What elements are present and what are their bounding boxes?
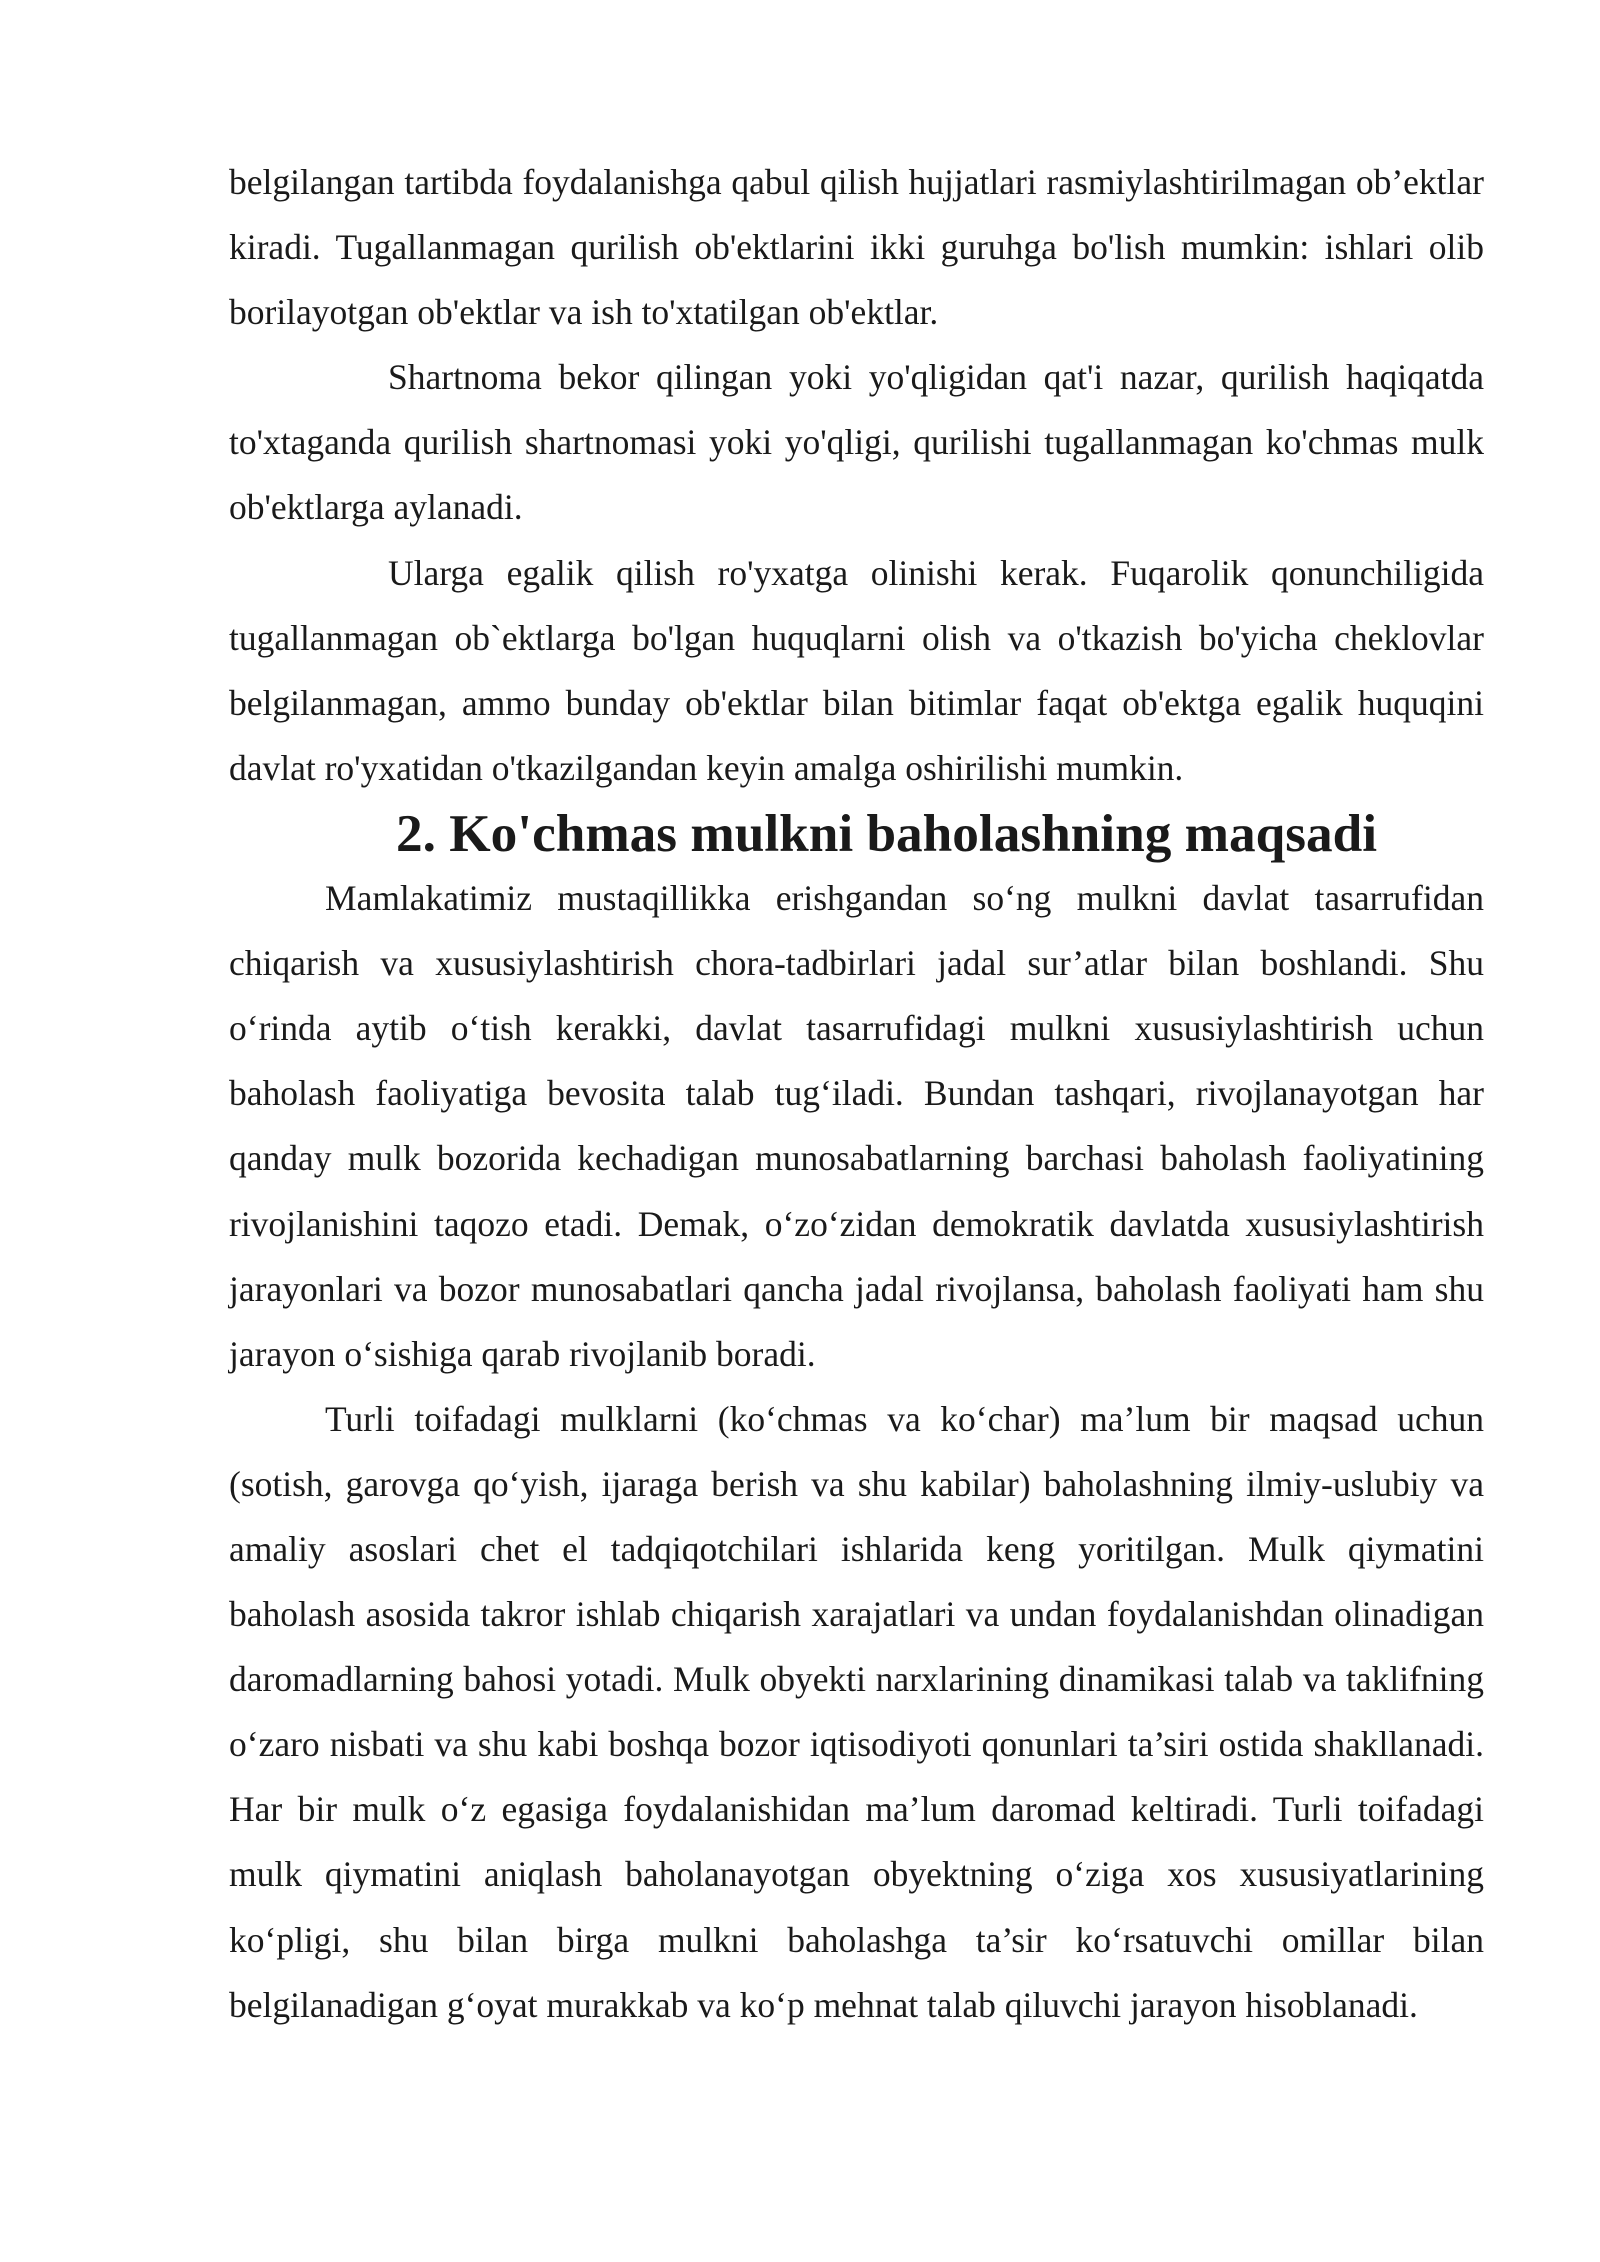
paragraph-ownership-registration: Ularga egalik qilish ro'yxatga olinishi kerak. Fuqarolik qonunchiligida tugallanmagan ob`ektlarga bo'lgan huquqlarni olish va o'tkazish bo'yicha cheklovlar belgilanmagan, ammo bunday ob'ektlar bilan bitimlar faqat ob'ektga egalik huquqini davlat ro'yxatidan o'tkazilgandan keyin amalga oshirilishi mumkin.: [229, 552, 1484, 788]
paragraph-contract-termination: Shartnoma bekor qilingan yoki yo'qligidan qat'i nazar, qurilish haqiqatda to'xtaganda qurilish shartnomasi yoki yo'qligi, qurilishi tugallanmagan ko'chmas mulk ob'ektlarga aylanadi.: [229, 357, 1484, 528]
document-page: [229, 150, 1484, 2038]
paragraph-continued: belgilangan tartibda foydalanishga qabul qilish hujjatlari rasmiylashtirilmagan ob’ektlar kiradi. Tugallanmagan qurilish ob'ektlarini ikki guruhga bo'lish mumkin: ishlari olib borilayotgan ob'ektlar va ish to'xtatilgan ob'ektlar.: [229, 162, 1484, 333]
paragraph-privatization: Mamlakatimiz mustaqillikka erishgandan so‘ng mulkni davlat tasarrufidan chiqarish va xususiylashtirish chora-tadbirlari jadal sur’atlar bilan boshlandi. Shu o‘rinda aytib o‘tish kerakki, davlat tasarrufidagi mulkni xususiylashtirish uchun baholash faoliyatiga bevosita talab tug‘iladi. Bundan tashqari, rivojlanayotgan har qanday mulk bozorida kechadigan munosabatlarning barchasi baholash faoliyatining rivojlanishini taqozo etadi. Demak, o‘zo‘zidan demokratik davlatda xususiylashtirish jarayonlari va bozor munosabatlari qancha jadal rivojlansa, baholash faoliyati ham shu jarayon o‘sishiga qarab rivojlanib boradi.: [229, 878, 1484, 1374]
section-heading: 2. Ko'chmas mulkni baholashning maqsadi: [395, 803, 1378, 863]
paragraph-valuation-basis: Turli toifadagi mulklarni (ko‘chmas va ko‘char) ma’lum bir maqsad uchun (sotish, garovga qo‘yish, ijaraga berish va shu kabilar) baholashning ilmiy-uslubiy va amaliy asoslari chet el tadqiqotchilari ishlarida keng yoritilgan. Mulk qiymatini baholash asosida takror ishlab chiqarish xarajatlari va undan foydalanishdan olinadigan daromadlarning bahosi yotadi. Mulk obyekti narxlarining dinamikasi talab va taklifning o‘zaro nisbati va shu kabi boshqa bozor iqtisodiyoti qonunlari ta’siri ostida shakllanadi. Har bir mulk o‘z egasiga foydalanishidan ma’lum daromad keltiradi. Turli toifadagi mulk qiymatini aniqlash baholanayotgan obyektning o‘ziga xos xususiyatlarining ko‘pligi, shu bilan birga mulkni baholashga ta’sir ko‘rsatuvchi omillar bilan belgilanadigan g‘oyat murakkab va ko‘p mehnat talab qiluvchi jarayon hisoblanadi.: [229, 1398, 1484, 2025]
